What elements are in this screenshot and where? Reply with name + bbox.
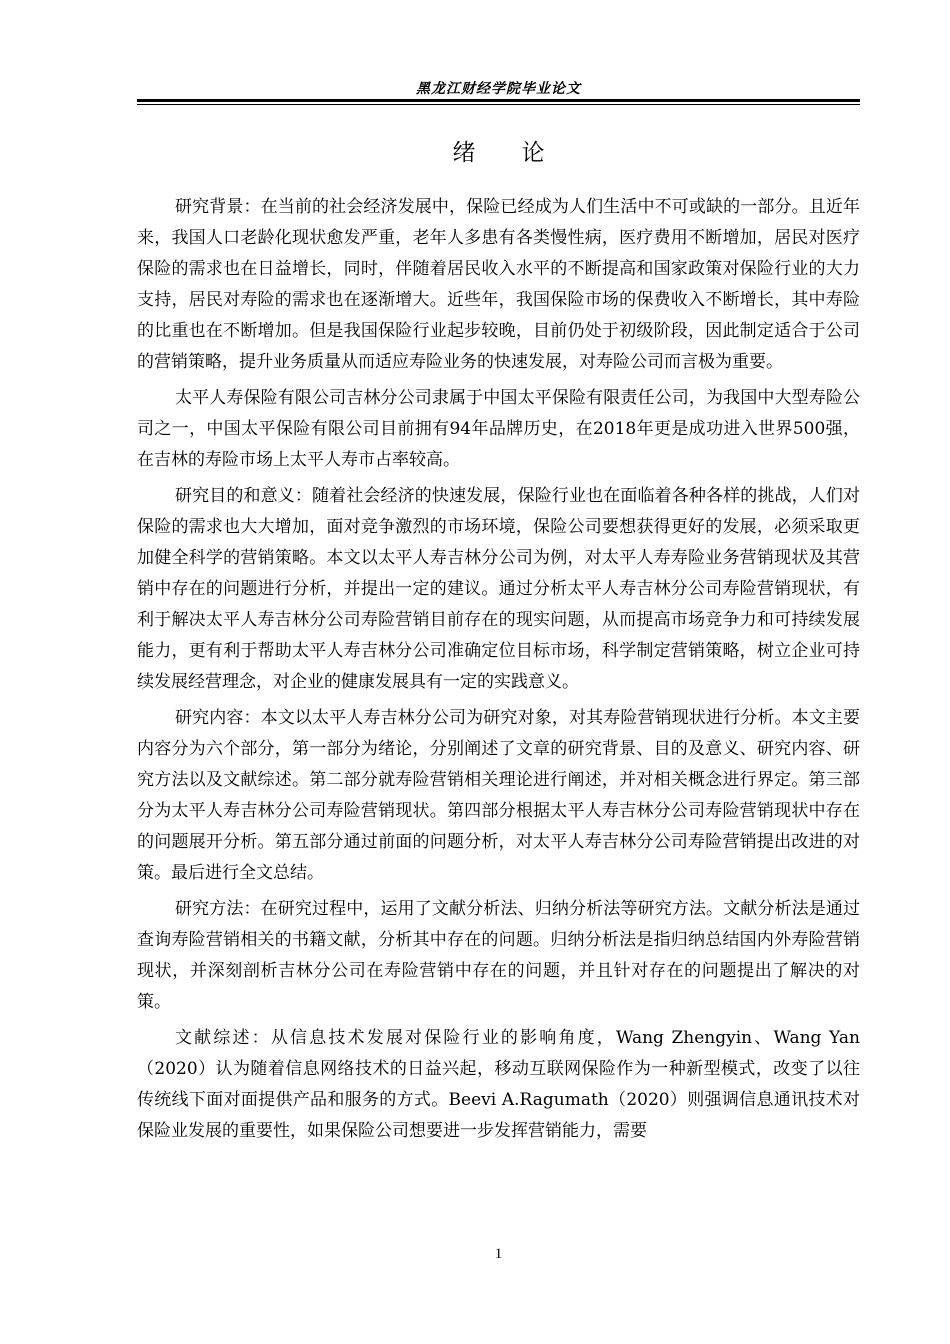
header-rule-thin [137, 104, 860, 105]
body-text [137, 192, 860, 1152]
paragraph-research-content: 研究内容：本文以太平人寿吉林分公司为研究对象，对其寿险营销现状进行分析。本文主要内容分为六个部分，第一部分为绪论，分别阐述了文章的研究背景、目的及意义、研究内容、研究方法以及文献综述。第二部分就寿险营销相关理论进行阐述，并对相关概念进行界定。第三部分为太平人寿吉林分公司寿险营销现状。第四部分根据太平人寿吉林分公司寿险营销现状中存在的问题展开分析。第五部分通过前面的问题分析，对太平人寿吉林分公司寿险营销提出改进的对策。最后进行全文总结。 [137, 708, 860, 883]
page-title: 绪论 [452, 140, 591, 166]
page-number: 1 [494, 1246, 503, 1262]
paragraph-research-purpose: 研究目的和意义：随着社会经济的快速发展，保险行业也在面临着各种各样的挑战，人们对保险的需求也大大增加，面对竞争激烈的市场环境，保险公司要想获得更好的发展，必须采取更加健全科学的营销策略。本文以太平人寿吉林分公司为例，对太平人寿寿险业务营销现状及其营销中存在的问题进行分析，并提出一定的建议。通过分析太平人寿吉林分公司寿险营销现状，有利于解决太平人寿吉林分公司寿险营销目前存在的现实问题，从而提高市场竞争力和可持续发展能力，更有利于帮助太平人寿吉林分公司准确定位目标市场，科学制定营销策略，树立企业可持续发展经营理念，对企业的健康发展具有一定的实践意义。 [137, 486, 860, 692]
paragraph-literature-review: 文献综述：从信息技术发展对保险行业的影响角度，Wang Zhengyin、Wang Yan（2020）认为随着信息网络技术的日益兴起，移动互联网保险作为一种新型模式，改变了以往传统线下面对面提供产品和服务的方式。Beevi A.Ragumath（2020）则强调信息通讯技术对保险业发展的重要性，如果保险公司想要进一步发挥营销能力，需要 [137, 1028, 860, 1141]
running-header: 黑龙江财经学院毕业论文 [416, 81, 581, 97]
header-rule-thick [137, 99, 860, 102]
paragraph-research-background: 研究背景：在当前的社会经济发展中，保险已经成为人们生活中不可或缺的一部分。且近年来，我国人口老龄化现状愈发严重，老年人多患有各类慢性病，医疗费用不断增加，居民对医疗保险的需求也在日益增长，同时，伴随着居民收入水平的不断提高和国家政策对保险行业的大力支持，居民对寿险的需求也在逐渐增大。近些年，我国保险市场的保费收入不断增长，其中寿险的比重也在不断增加。但是我国保险行业起步较晚，目前仍处于初级阶段，因此制定适合于公司的营销策略，提升业务质量从而适应寿险业务的快速发展，对寿险公司而言极为重要。 [137, 197, 860, 372]
paragraph-research-methods: 研究方法：在研究过程中，运用了文献分析法、归纳分析法等研究方法。文献分析法是通过查询寿险营销相关的书籍文献，分析其中存在的问题。归纳分析法是指归纳总结国内外寿险营销现状，并深刻剖析吉林分公司在寿险营销中存在的问题，并且针对存在的问题提出了解决的对策。 [137, 899, 860, 1012]
paragraph-company-intro: 太平人寿保险有限公司吉林分公司隶属于中国太平保险有限责任公司，为我国中大型寿险公司之一，中国太平保险有限公司目前拥有94年品牌历史，在2018年更是成功进入世界500强，在吉林的寿险市场上太平人寿市占率较高。 [137, 388, 860, 470]
